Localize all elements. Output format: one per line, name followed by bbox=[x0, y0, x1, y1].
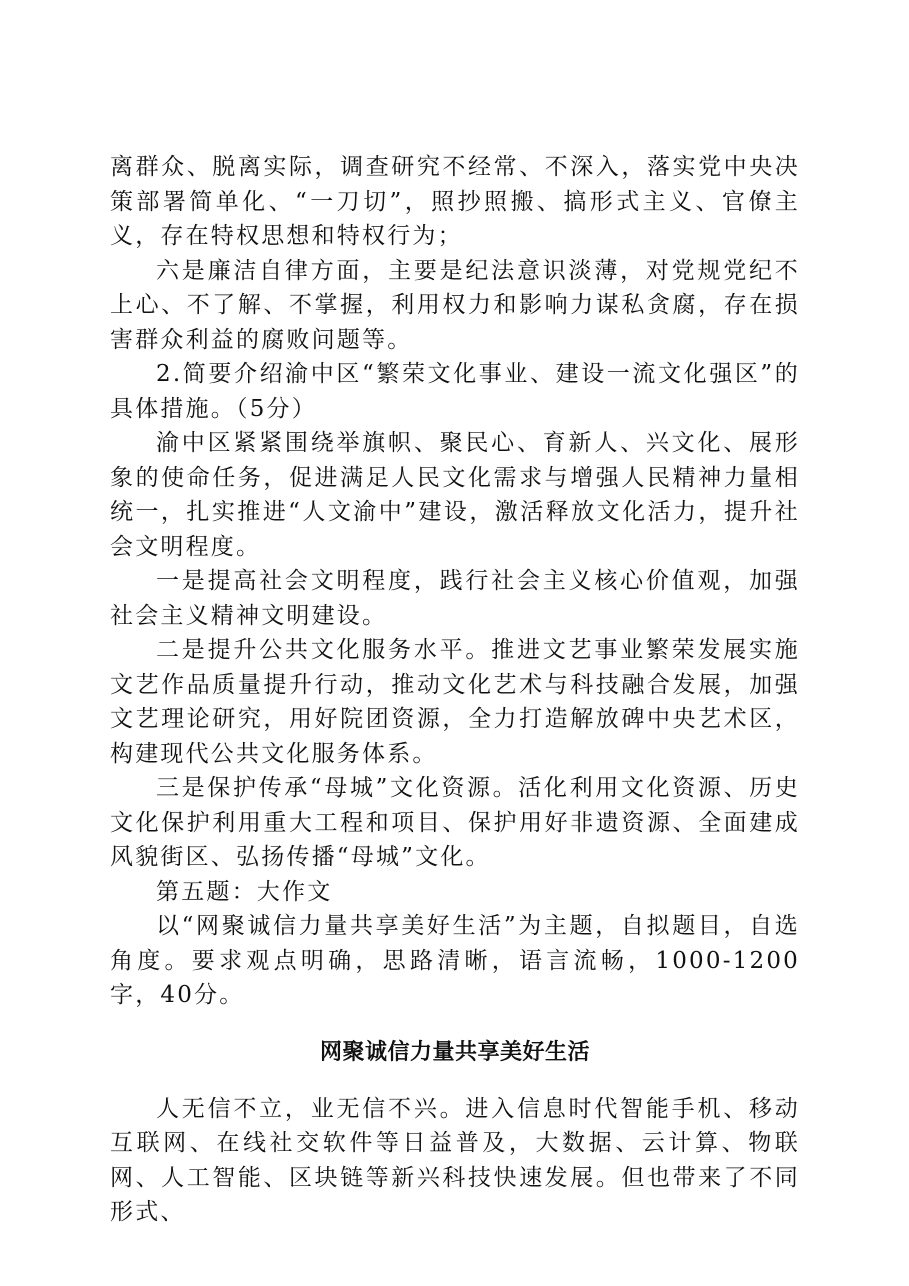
paragraph-essay-opening: 人无信不立，业无信不兴。进入信息时代智能手机、移动互联网、在线社交软件等日益普及，大数据、云计算、物联网、人工智能、区块链等新兴科技快速发展。但也带来了不同形式、 bbox=[110, 1095, 800, 1225]
paragraph-continuation: 离群众、脱离实际，调查研究不经常、不深入，落实党中央决策部署简单化、“一刀切”，照抄照搬、搞形式主义、官僚主义，存在特权思想和特权行为； bbox=[110, 154, 800, 249]
paragraph-question-two: 2.简要介绍渝中区“繁荣文化事业、建设一流文化强区”的具体措施。（5分） bbox=[110, 361, 800, 422]
paragraph-point-six: 六是廉洁自律方面，主要是纪法意识淡薄，对党规党纪不上心、不了解、不掌握，利用权力和影响力谋私贪腐，存在损害群众利益的腐败问题等。 bbox=[110, 257, 800, 353]
paragraph-answer-intro: 渝中区紧紧围绕举旗帜、聚民心、育新人、兴文化、展形象的使命任务，促进满足人民文化需求与增强人民精神力量相统一，扎实推进“人文渝中”建设，激活释放文化活力，提升社会文明程度。 bbox=[110, 430, 800, 560]
paragraph-essay-prompt: 以“网聚诚信力量共享美好生活”为主题，自拟题目，自选角度。要求观点明确，思路清晰，语言流畅，1000-1200字，40分。 bbox=[110, 913, 800, 1008]
paragraph-point-one: 一是提高社会文明程度，践行社会主义核心价值观，加强社会主义精神文明建设。 bbox=[110, 568, 800, 629]
essay-title: 网聚诚信力量共享美好生活 bbox=[319, 1039, 590, 1065]
document-body bbox=[110, 150, 800, 1230]
paragraph-question-five: 第五题：大作文 bbox=[156, 878, 333, 905]
paragraph-point-three: 三是保护传承“母城”文化资源。活化利用文化资源、历史文化保护利用重大工程和项目、保护用好非遗资源、全面建成风貌街区、弘扬传播“母城”文化。 bbox=[110, 775, 800, 870]
paragraph-point-two: 二是提升公共文化服务水平。推进文艺事业繁荣发展实施文艺作品质量提升行动，推动文化艺术与科技融合发展，加强文艺理论研究，用好院团资源，全力打造解放碑中央艺术区，构建现代公共文化服务体系。 bbox=[110, 637, 800, 767]
